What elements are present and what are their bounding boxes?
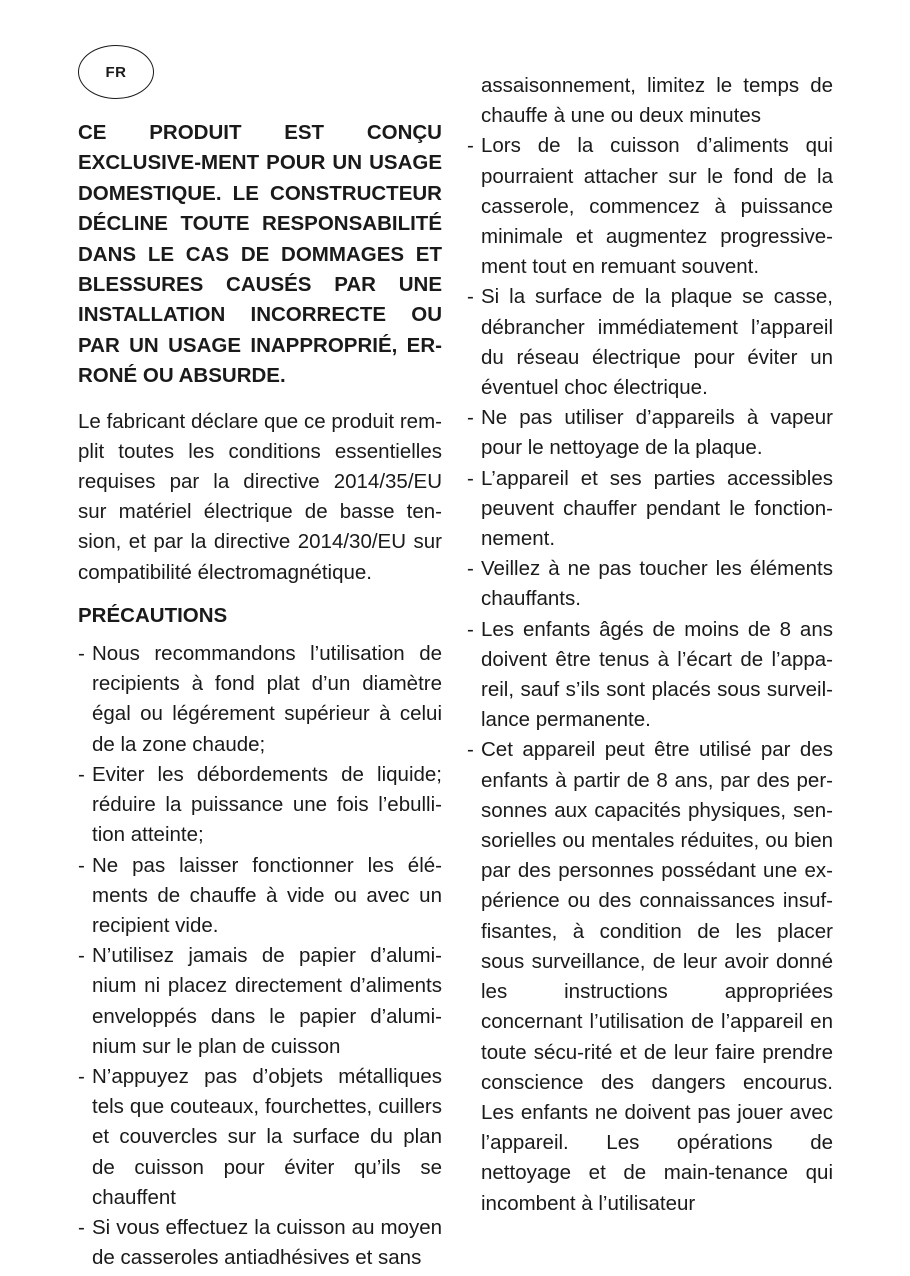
precautions-heading: PRÉCAUTIONS bbox=[78, 603, 228, 627]
list-item: - Les enfants âgés de moins de 8 ans doivent être tenus à l’écart de l’appa-reil, sauf s’ils sont placés sous surveil-lance permanente. bbox=[467, 615, 833, 736]
list-item: - N’utilisez jamais de papier d’alumi-nium ni placez directement d’aliments enveloppés dans le papier d’alumi-nium sur le plan de cuisson bbox=[78, 941, 442, 1062]
list-item: - L’appareil et ses parties accessibles peuvent chauffer pendant le fonction-nement. bbox=[467, 464, 833, 555]
list-item: - N’appuyez pas d’objets métalliques tels que couteaux, fourchettes, cuillers et couvercles sur la surface du plan de cuisson pour éviter qu’ils se chauffent bbox=[78, 1062, 442, 1213]
list-item: - Ne pas utiliser d’appareils à vapeur pour le nettoyage de la plaque. bbox=[467, 403, 833, 463]
left-column bbox=[78, 118, 442, 1273]
list-item: - Cet appareil peut être utilisé par des enfants à partir de 8 ans, par des per-sonnes aux capacités physiques, sen-sorielles ou mentales réduites, ou bien par des personnes possédant une ex-périence ou des connaissances insuf-fisantes, à condition de les placer sous surveillance, de leur avoir donné les instructions appropriées concernant l’utilisation de l’appareil en toute sécu-rité et de leur faire prendre conscience des dangers encourus. Les enfants ne doivent pas jouer avec l’appareil. Les opérations de nettoyage et de main-tenance qui incombent à l’utilisateur bbox=[467, 735, 833, 1218]
list-item: - Si vous effectuez la cuisson au moyen de casseroles antiadhésives et sans bbox=[78, 1213, 442, 1273]
list-item: - Eviter les débordements de liquide; réduire la puissance une fois l’ebulli-tion atteinte; bbox=[78, 760, 442, 851]
list-item: - Lors de la cuisson d’aliments qui pourraient attacher sur le fond de la casserole, commencez à puissance minimale et augmentez progressive-ment tout en remuant souvent. bbox=[467, 131, 833, 282]
domestic-use-warning: CE PRODUIT EST CONÇU EXCLUSIVE-MENT POUR UN USAGE DOMESTIQUE. LE CONSTRUCTEUR DÉCLINE TOUTE RESPONSABILITÉ DANS LE CAS DE DOMMAGES ET BLESSURES CAUSÉS PAR UNE INSTALLATION INCORRECTE OU PAR UN USAGE INAPPROPRIÉ, ER-RONÉ OU ABSURDE. bbox=[78, 121, 442, 388]
list-item-continuation: assaisonnement, limitez le temps de chauffe à une ou deux minutes bbox=[481, 74, 833, 128]
list-item: - Si la surface de la plaque se casse, débrancher immédiatement l’appareil du réseau électrique pour éviter un éventuel choc électrique. bbox=[467, 282, 833, 403]
language-label: FR bbox=[105, 63, 127, 81]
list-item: - Veillez à ne pas toucher les éléments chauffants. bbox=[467, 554, 833, 614]
precautions-list-left bbox=[78, 639, 442, 1273]
right-column bbox=[467, 71, 833, 1219]
list-item: - Ne pas laisser fonctionner les élé-ments de chauffe à vide ou avec un recipient vide. bbox=[78, 851, 442, 942]
conformity-declaration: Le fabricant déclare que ce produit rem-plit toutes les conditions essentielles requises par la directive 2014/35/EU sur matériel électrique de basse ten-sion, et par la directive 2014/30/EU sur compatibilité électromagnétique. bbox=[78, 409, 442, 584]
list-item: - Nous recommandons l’utilisation de recipients à fond plat d’un diamètre égal ou légérement supérieur à celui de la zone chaude; bbox=[78, 639, 442, 760]
precautions-list-right bbox=[467, 131, 833, 1218]
language-badge bbox=[78, 45, 154, 99]
